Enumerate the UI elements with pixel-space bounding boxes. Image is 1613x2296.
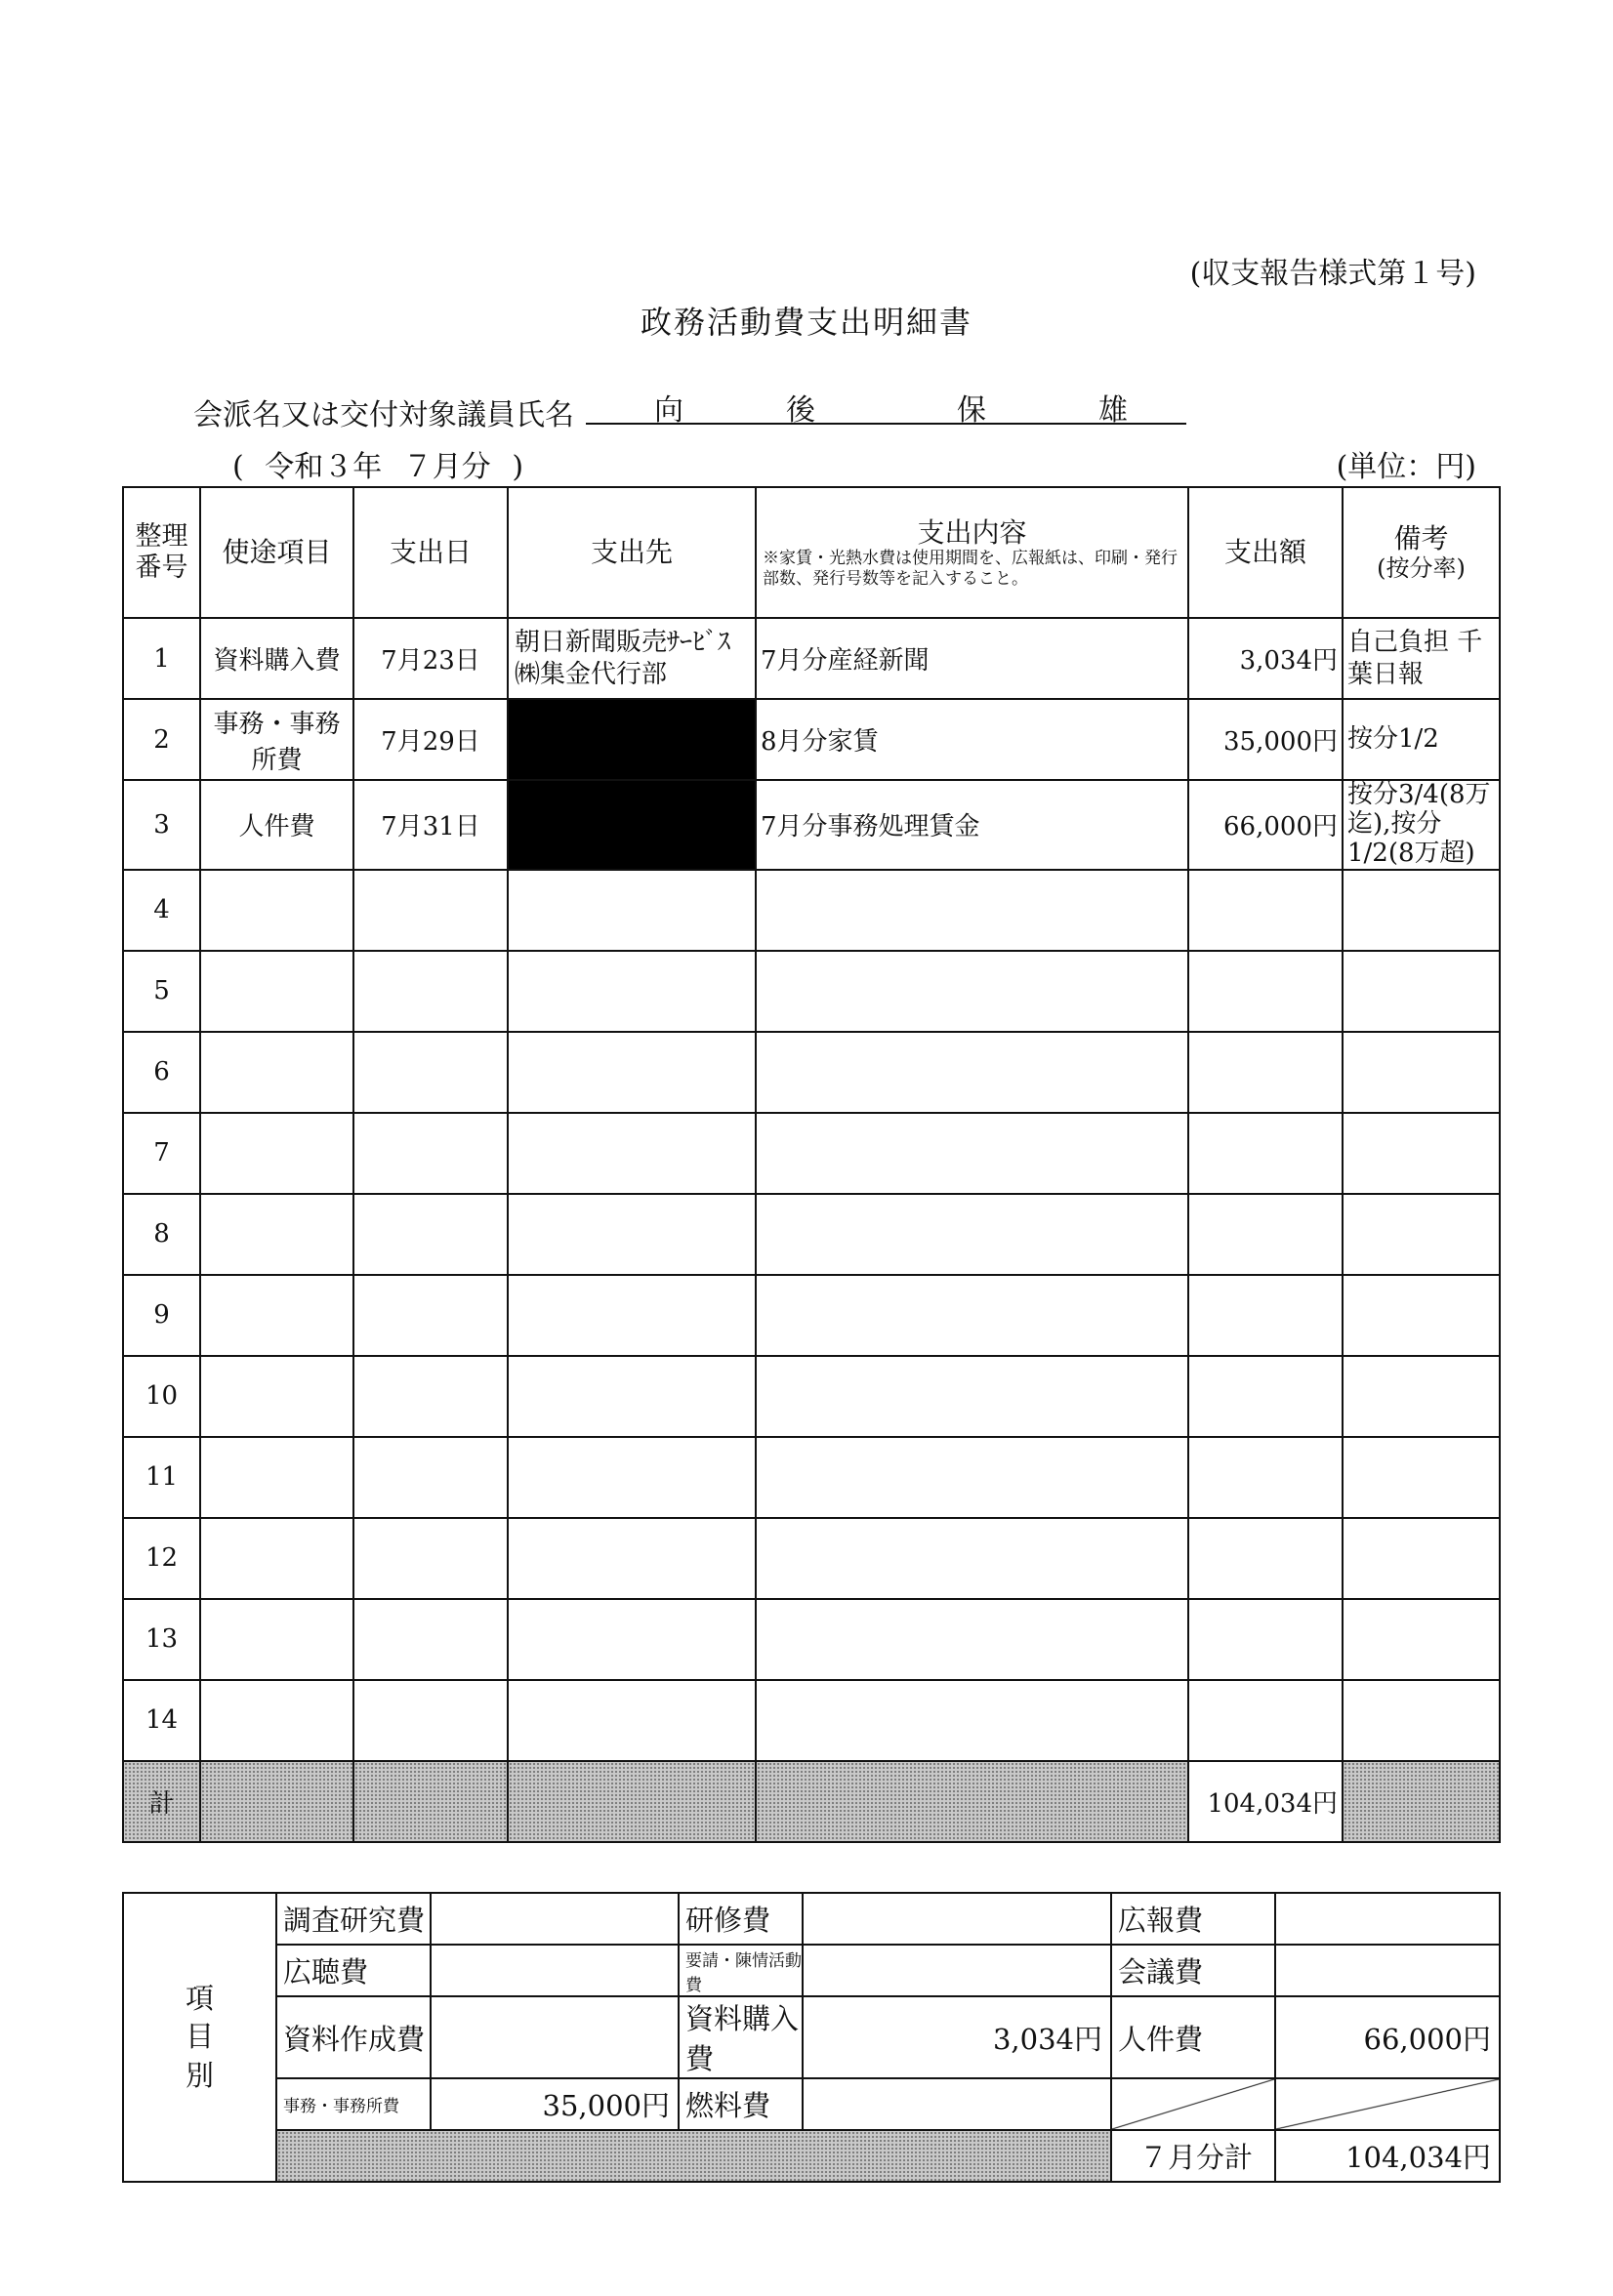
row-amount xyxy=(1188,951,1343,1032)
row-item xyxy=(200,1194,353,1275)
row-item xyxy=(200,1356,353,1437)
row-content: 7月分産経新聞 xyxy=(756,618,1188,699)
row-content xyxy=(756,1518,1188,1599)
row-number: 4 xyxy=(123,870,200,951)
row-amount xyxy=(1188,1599,1343,1680)
header-payee: 支出先 xyxy=(508,487,756,618)
row-date xyxy=(353,1518,508,1599)
row-content xyxy=(756,1356,1188,1437)
row-date xyxy=(353,1680,508,1761)
pr-amount xyxy=(1275,1893,1500,1945)
row-item xyxy=(200,1518,353,1599)
header-number: 整理番号 xyxy=(123,487,200,618)
row-item xyxy=(200,1599,353,1680)
row-payee xyxy=(508,1113,756,1194)
report-period xyxy=(232,442,535,485)
row-date xyxy=(353,1113,508,1194)
meeting-amount xyxy=(1275,1945,1500,1996)
hearing-amount xyxy=(431,1945,679,1996)
side-char: 別 xyxy=(185,2058,214,2092)
office-label: 事務・事務所費 xyxy=(276,2078,431,2130)
total-shaded-cell xyxy=(353,1761,508,1842)
row-amount: 66,000円 xyxy=(1188,780,1343,870)
period-era: 令和３年 xyxy=(265,450,383,484)
meeting-label: 会議費 xyxy=(1111,1945,1275,1996)
row-remarks: 按分3/4(8万迄),按分1/2(8万超) xyxy=(1343,780,1500,870)
row-number: 13 xyxy=(123,1599,200,1680)
row-date xyxy=(353,1275,508,1356)
header-content-title: 支出内容 xyxy=(917,515,1027,549)
document-title: 政務活動費支出明細書 xyxy=(640,304,972,341)
row-amount xyxy=(1188,1032,1343,1113)
fuel-amount xyxy=(803,2078,1111,2130)
row-remarks: 按分1/2 xyxy=(1343,699,1500,780)
training-amount xyxy=(803,1893,1111,1945)
row-item: 事務・事務所費 xyxy=(200,699,353,780)
row-item: 人件費 xyxy=(200,780,353,870)
row-payee: 朝日新聞販売ｻｰﾋﾞｽ㈱集金代行部 xyxy=(508,618,756,699)
table-row xyxy=(123,1356,1500,1437)
header-remarks-title: 備考 xyxy=(1393,521,1449,554)
table-row xyxy=(123,1194,1500,1275)
row-amount xyxy=(1188,1113,1343,1194)
total-row xyxy=(123,1761,1500,1842)
row-remarks xyxy=(1343,1194,1500,1275)
row-content xyxy=(756,951,1188,1032)
petition-label: 要請・陳情活動費 xyxy=(679,1945,803,1996)
row-remarks xyxy=(1343,951,1500,1032)
row-item xyxy=(200,1032,353,1113)
table-row xyxy=(123,699,1500,780)
fuel-label: 燃料費 xyxy=(679,2078,803,2130)
personnel-label: 人件費 xyxy=(1111,1996,1275,2078)
row-number: 7 xyxy=(123,1113,200,1194)
personnel-amount: 66,000円 xyxy=(1275,1996,1500,2078)
research-amount xyxy=(431,1893,679,1945)
row-content xyxy=(756,870,1188,951)
row-amount xyxy=(1188,870,1343,951)
row-payee xyxy=(508,1518,756,1599)
row-remarks xyxy=(1343,1113,1500,1194)
row-payee xyxy=(508,1194,756,1275)
row-payee xyxy=(508,1680,756,1761)
summary-shaded-cell xyxy=(276,2130,1111,2182)
summary-row xyxy=(123,2078,1500,2130)
materials-make-amount xyxy=(431,1996,679,2078)
hearing-label: 広聴費 xyxy=(276,1945,431,1996)
table-header xyxy=(123,487,1500,618)
member-name-char: 後 xyxy=(786,393,815,428)
row-payee xyxy=(508,1437,756,1518)
header-amount: 支出額 xyxy=(1188,487,1343,618)
row-content: 8月分家賃 xyxy=(756,699,1188,780)
row-date: 7月23日 xyxy=(353,618,508,699)
table-row xyxy=(123,870,1500,951)
side-char: 項 xyxy=(185,1982,214,2016)
row-remarks: 自己負担 千葉日報 xyxy=(1343,618,1500,699)
row-content xyxy=(756,1680,1188,1761)
row-number: 9 xyxy=(123,1275,200,1356)
table-row xyxy=(123,951,1500,1032)
row-remarks xyxy=(1343,1680,1500,1761)
total-label: 計 xyxy=(123,1761,200,1842)
summary-row xyxy=(123,1893,1500,1945)
row-content xyxy=(756,1599,1188,1680)
row-payee-redacted xyxy=(508,699,756,780)
row-number: 10 xyxy=(123,1356,200,1437)
row-date xyxy=(353,1194,508,1275)
row-number: 6 xyxy=(123,1032,200,1113)
row-number: 3 xyxy=(123,780,200,870)
pr-label: 広報費 xyxy=(1111,1893,1275,1945)
summary-row xyxy=(123,1996,1500,2078)
row-payee xyxy=(508,870,756,951)
table-row xyxy=(123,1032,1500,1113)
row-item: 資料購入費 xyxy=(200,618,353,699)
row-remarks xyxy=(1343,1032,1500,1113)
row-number: 5 xyxy=(123,951,200,1032)
month-total-label: ７月分計 xyxy=(1111,2130,1275,2182)
header-content-note: ※家賃・光熱水費は使用期間を、広報紙は、印刷・発行部数、発行号数等を記入すること。 xyxy=(763,549,1178,589)
row-item xyxy=(200,1113,353,1194)
header-remarks-sub: (按分率) xyxy=(1377,554,1466,583)
member-name-char: 向 xyxy=(654,393,683,428)
row-date: 7月29日 xyxy=(353,699,508,780)
row-item xyxy=(200,1680,353,1761)
period-open: ( xyxy=(232,450,244,484)
row-payee xyxy=(508,1599,756,1680)
category-summary-table xyxy=(122,1892,1501,2183)
row-date xyxy=(353,951,508,1032)
member-name xyxy=(586,386,1186,428)
office-amount: 35,000円 xyxy=(431,2078,679,2130)
period-close: ) xyxy=(512,450,524,484)
table-row xyxy=(123,1518,1500,1599)
row-remarks xyxy=(1343,1356,1500,1437)
row-date xyxy=(353,1356,508,1437)
row-item xyxy=(200,951,353,1032)
header-date: 支出日 xyxy=(353,487,508,618)
table-row xyxy=(123,1599,1500,1680)
summary-total-row xyxy=(123,2130,1500,2182)
row-amount xyxy=(1188,1194,1343,1275)
row-number: 14 xyxy=(123,1680,200,1761)
row-amount xyxy=(1188,1437,1343,1518)
row-payee xyxy=(508,951,756,1032)
row-number: 8 xyxy=(123,1194,200,1275)
member-name-char: 保 xyxy=(957,393,986,428)
summary-row xyxy=(123,1945,1500,1996)
row-amount: 35,000円 xyxy=(1188,699,1343,780)
row-remarks xyxy=(1343,1518,1500,1599)
header-content xyxy=(756,487,1188,618)
materials-buy-amount: 3,034円 xyxy=(803,1996,1111,2078)
row-payee-redacted xyxy=(508,780,756,870)
summary-side-label xyxy=(123,1893,276,2182)
row-number: 2 xyxy=(123,699,200,780)
row-content xyxy=(756,1194,1188,1275)
row-item xyxy=(200,870,353,951)
table-row xyxy=(123,1275,1500,1356)
table-row xyxy=(123,618,1500,699)
total-shaded-cell xyxy=(508,1761,756,1842)
total-shaded-cell xyxy=(1343,1761,1500,1842)
expense-table xyxy=(122,486,1501,1843)
row-number: 12 xyxy=(123,1518,200,1599)
row-date xyxy=(353,1032,508,1113)
total-shaded-cell xyxy=(200,1761,353,1842)
diagonal-blank-cell xyxy=(1111,2078,1275,2130)
petition-amount xyxy=(803,1945,1111,1996)
row-content xyxy=(756,1275,1188,1356)
row-payee xyxy=(508,1356,756,1437)
row-amount xyxy=(1188,1518,1343,1599)
row-payee xyxy=(508,1032,756,1113)
row-content xyxy=(756,1437,1188,1518)
row-amount xyxy=(1188,1356,1343,1437)
row-amount xyxy=(1188,1680,1343,1761)
header-item: 使途項目 xyxy=(200,487,353,618)
row-remarks xyxy=(1343,1275,1500,1356)
row-date xyxy=(353,870,508,951)
row-content: 7月分事務処理賃金 xyxy=(756,780,1188,870)
diagonal-blank-cell xyxy=(1275,2078,1500,2130)
row-payee xyxy=(508,1275,756,1356)
row-amount xyxy=(1188,1275,1343,1356)
table-row xyxy=(123,1680,1500,1761)
total-shaded-cell xyxy=(756,1761,1188,1842)
row-remarks xyxy=(1343,1437,1500,1518)
unit-label: (単位：円) xyxy=(1336,450,1476,484)
materials-make-label: 資料作成費 xyxy=(276,1996,431,2078)
row-number: 1 xyxy=(123,618,200,699)
row-remarks xyxy=(1343,1599,1500,1680)
table-row xyxy=(123,780,1500,870)
materials-buy-label: 資料購入費 xyxy=(679,1996,803,2078)
side-char: 目 xyxy=(185,2020,214,2054)
row-remarks xyxy=(1343,870,1500,951)
row-content xyxy=(756,1032,1188,1113)
row-content xyxy=(756,1113,1188,1194)
row-item xyxy=(200,1275,353,1356)
month-total-amount: 104,034円 xyxy=(1275,2130,1500,2182)
row-item xyxy=(200,1437,353,1518)
name-label: 会派名又は交付対象議員氏名 xyxy=(193,398,574,432)
period-month: ７月分 xyxy=(402,450,491,484)
research-label: 調査研究費 xyxy=(276,1893,431,1945)
table-row xyxy=(123,1113,1500,1194)
row-date: 7月31日 xyxy=(353,780,508,870)
row-date xyxy=(353,1437,508,1518)
member-name-char: 雄 xyxy=(1098,393,1128,428)
training-label: 研修費 xyxy=(679,1893,803,1945)
form-number: (収支報告様式第１号) xyxy=(1189,257,1476,291)
total-amount: 104,034円 xyxy=(1188,1761,1343,1842)
row-date xyxy=(353,1599,508,1680)
row-amount: 3,034円 xyxy=(1188,618,1343,699)
table-row xyxy=(123,1437,1500,1518)
row-number: 11 xyxy=(123,1437,200,1518)
header-remarks xyxy=(1343,487,1500,618)
